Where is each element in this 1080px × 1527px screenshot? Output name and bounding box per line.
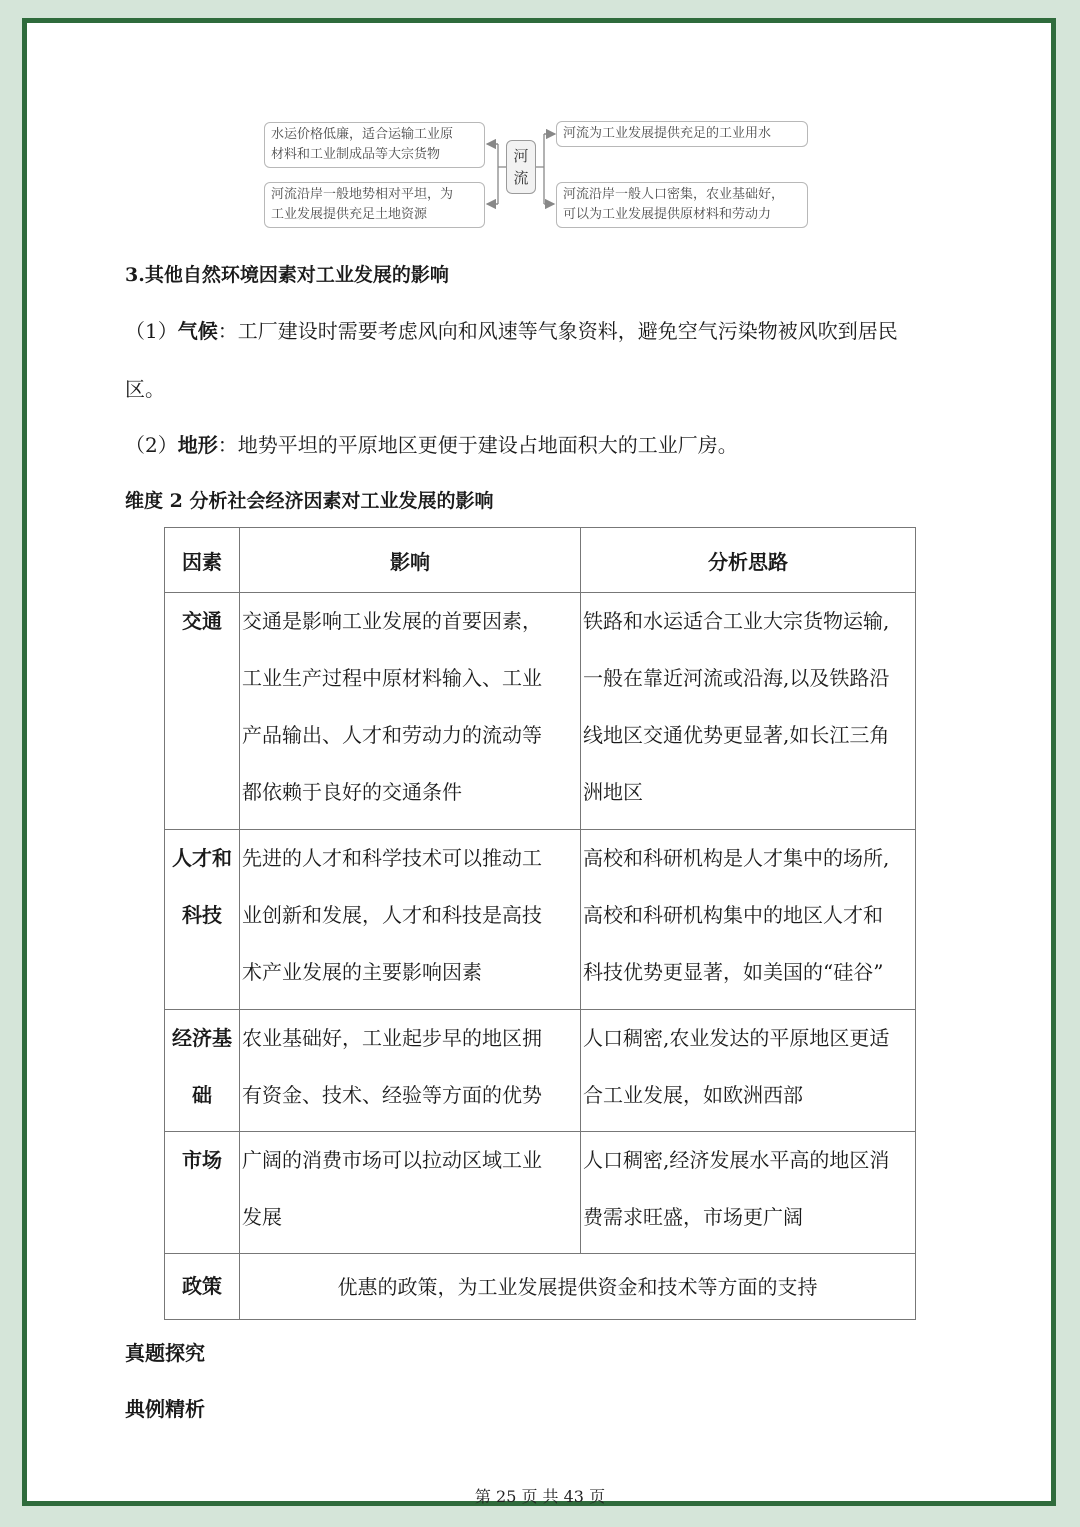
table-header-row bbox=[165, 528, 916, 593]
factor-text: 人才和 bbox=[172, 846, 232, 870]
page-footer: 第 25 页 共 43 页 bbox=[474, 1487, 606, 1506]
analysis-line: 合工业发展，如欧洲西部 bbox=[583, 1083, 803, 1107]
impact-line: 农业基础好，工业起步早的地区拥 bbox=[242, 1026, 542, 1050]
item-label: 气候 bbox=[177, 319, 218, 343]
concept-text: 河流为工业发展提供充足的工业用水 bbox=[563, 126, 772, 141]
factor-cell bbox=[165, 1010, 240, 1132]
impact-cell bbox=[240, 1010, 581, 1132]
table-row bbox=[165, 1132, 916, 1254]
factor-cell: 政策 bbox=[165, 1254, 240, 1320]
policy-cell: 优惠的政策，为工业发展提供资金和技术等方面的支持 bbox=[240, 1254, 916, 1320]
analysis-line: 费需求旺盛，市场更广阔 bbox=[583, 1205, 803, 1229]
impact-line: 产品输出、人才和劳动力的流动等 bbox=[242, 723, 542, 747]
analysis-line: 高校和科研机构集中的地区人才和 bbox=[583, 903, 883, 927]
concept-box-left-1 bbox=[264, 122, 485, 168]
impact-line: 都依赖于良好的交通条件 bbox=[242, 780, 462, 804]
concept-text: 河流沿岸一般人口密集，农业基础好， bbox=[563, 187, 785, 202]
concept-text: 工业发展提供充足土地资源 bbox=[271, 207, 428, 222]
factor-text: 交通 bbox=[182, 609, 222, 633]
analysis-cell bbox=[581, 830, 916, 1010]
impact-line: 业创新和发展，人才和科技是高技 bbox=[242, 903, 542, 927]
impact-line: 交通是影响工业发展的首要因素， bbox=[242, 609, 542, 633]
impact-line: 术产业发展的主要影响因素 bbox=[242, 960, 482, 984]
impact-line: 发展 bbox=[242, 1205, 282, 1229]
table-row-policy bbox=[165, 1254, 916, 1320]
concept-center-label: 河流 bbox=[513, 147, 529, 187]
analysis-line: 线地区交通优势更显著,如长江三角 bbox=[583, 723, 890, 747]
impact-line: 工业生产过程中原材料输入、工业 bbox=[242, 666, 542, 690]
table-row bbox=[165, 593, 916, 830]
climate-paragraph bbox=[125, 315, 898, 344]
item-label: 地形 bbox=[177, 433, 218, 457]
analysis-line: 一般在靠近河流或沿海,以及铁路沿 bbox=[583, 666, 890, 690]
factor-text: 经济基 bbox=[172, 1026, 232, 1050]
item-number: （2） bbox=[125, 433, 178, 457]
analysis-line: 铁路和水运适合工业大宗货物运输, bbox=[583, 609, 890, 633]
analysis-cell bbox=[581, 1010, 916, 1132]
analysis-cell bbox=[581, 1132, 916, 1254]
table-row bbox=[165, 830, 916, 1010]
terrain-paragraph bbox=[125, 429, 738, 458]
item-text: ：地势平坦的平原地区更便于建设占地面积大的工业厂房。 bbox=[217, 433, 738, 457]
climate-paragraph-cont: 区。 bbox=[125, 377, 165, 401]
impact-cell bbox=[240, 830, 581, 1010]
section-heading: 3.其他自然环境因素对工业发展的影响 bbox=[125, 264, 449, 286]
item-text: ：工厂建设时需要考虑风向和风速等气象资料，避免空气污染物被风吹到居民 bbox=[217, 319, 898, 343]
concept-box-left-2 bbox=[264, 182, 485, 228]
concept-box-right-1 bbox=[556, 121, 808, 147]
analysis-line: 人口稠密,农业发达的平原地区更适 bbox=[583, 1026, 890, 1050]
analysis-line: 洲地区 bbox=[583, 780, 643, 804]
concept-text: 河流沿岸一般地势相对平坦，为 bbox=[271, 187, 454, 202]
exam-section-heading: 真题探究 bbox=[125, 1341, 205, 1365]
analysis-line: 人口稠密,经济发展水平高的地区消 bbox=[583, 1148, 890, 1172]
header-analysis: 分析思路 bbox=[581, 528, 916, 593]
factor-cell bbox=[165, 830, 240, 1010]
concept-box-right-2 bbox=[556, 182, 808, 228]
table-row bbox=[165, 1010, 916, 1132]
concept-text: 可以为工业发展提供原材料和劳动力 bbox=[563, 207, 772, 222]
impact-line: 广阔的消费市场可以拉动区域工业 bbox=[242, 1148, 542, 1172]
header-impact: 影响 bbox=[240, 528, 581, 593]
factor-cell bbox=[165, 1132, 240, 1254]
factor-text: 础 bbox=[192, 1083, 212, 1107]
concept-center-river bbox=[506, 140, 536, 194]
header-factor: 因素 bbox=[165, 528, 240, 593]
factor-text: 科技 bbox=[182, 903, 222, 927]
dimension-heading: 维度 2 分析社会经济因素对工业发展的影响 bbox=[125, 490, 494, 512]
analysis-line: 高校和科研机构是人才集中的场所, bbox=[583, 846, 890, 870]
item-number: （1） bbox=[125, 319, 178, 343]
impact-line: 先进的人才和科学技术可以推动工 bbox=[242, 846, 542, 870]
impact-line: 有资金、技术、经验等方面的优势 bbox=[242, 1083, 542, 1107]
factors-table bbox=[164, 527, 916, 1320]
analysis-line: 科技优势更显著，如美国的“硅谷” bbox=[583, 960, 884, 984]
factor-text: 市场 bbox=[182, 1148, 222, 1172]
concept-text: 材料和工业制成品等大宗货物 bbox=[271, 147, 441, 162]
impact-cell bbox=[240, 593, 581, 830]
example-section-heading: 典例精析 bbox=[125, 1397, 205, 1421]
concept-text: 水运价格低廉，适合运输工业原 bbox=[271, 127, 454, 142]
analysis-cell bbox=[581, 593, 916, 830]
impact-cell bbox=[240, 1132, 581, 1254]
factor-cell bbox=[165, 593, 240, 830]
